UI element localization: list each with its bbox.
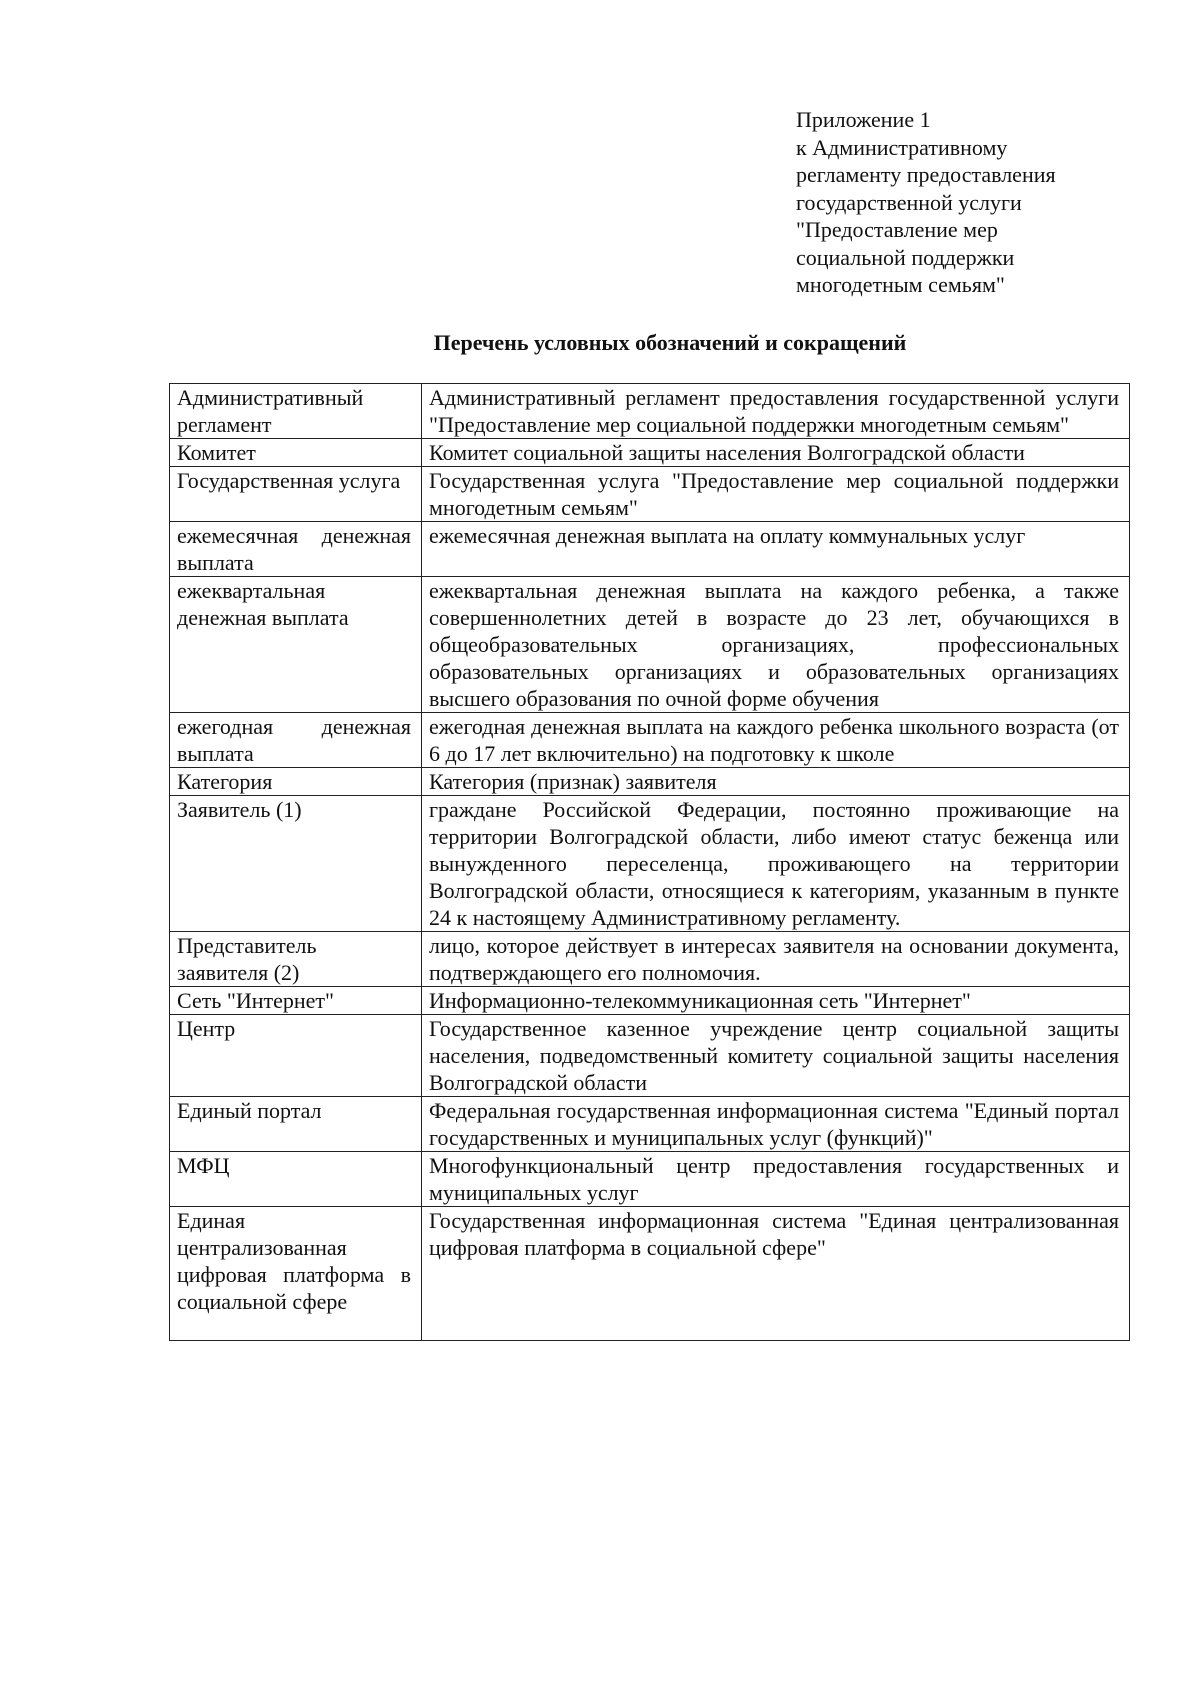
definition-cell: Государственная услуга "Предоставление мер социальной поддержки многодетным семьям" [422,467,1130,522]
term-cell: Административный регламент [170,384,422,439]
table-row [170,1097,1130,1152]
table-row [170,796,1130,932]
table-row [170,932,1130,987]
appendix-header [796,106,1136,299]
table-row [170,1152,1130,1207]
appendix-line: социальной поддержки [796,244,1015,270]
term-cell: Единая централизованная цифровая платформа в социальной сфере [170,1207,422,1341]
definition-cell: Информационно-телекоммуникационная сеть "Интернет" [422,987,1130,1015]
term-cell: Комитет [170,439,422,467]
table-row [170,713,1130,768]
definition-cell: ежегодная денежная выплата на каждого ребенка школьного возраста (от 6 до 17 лет включительно) на подготовку к школе [422,713,1130,768]
term-cell: Категория [170,768,422,796]
definition-cell: Государственное казенное учреждение центр социальной защиты населения, подведомственный комитету социальной защиты населения Волгоградской области [422,1015,1130,1097]
appendix-line: регламенту предоставления [796,162,1056,187]
term-cell: МФЦ [170,1152,422,1207]
term-cell: ежегодная денежная выплата [170,713,422,768]
term-cell: Представитель заявителя (2) [170,932,422,987]
definition-cell: Комитет социальной защиты населения Волгоградской области [422,439,1130,467]
table-row [170,522,1130,577]
term-cell: ежеквартальная денежная выплата [170,577,422,713]
definition-cell: ежемесячная денежная выплата на оплату коммунальных услуг [422,522,1130,577]
abbreviations-table [169,383,1130,1341]
definition-cell: Государственная информационная система "Единая централизованная цифровая платформа в социальной сфере" [422,1207,1130,1341]
appendix-line: "Предоставление мер [796,217,998,242]
term-cell: Центр [170,1015,422,1097]
definition-cell: граждане Российской Федерации, постоянно проживающие на территории Волгоградской области, либо имеют статус беженца или вынужденного переселенца, проживающего на территории Волгоградской области, относящиеся к категориям, указанным в пункте 24 к настоящему Административному регламенту. [422,796,1130,932]
table-row [170,1015,1130,1097]
term-cell: Государственная услуга [170,467,422,522]
definition-cell: Административный регламент предоставления государственной услуги "Предоставление мер социальной поддержки многодетным семьям" [422,384,1130,439]
term-cell: ежемесячная денежная выплата [170,522,422,577]
term-cell: Единый портал [170,1097,422,1152]
table-row [170,768,1130,796]
table-row [170,987,1130,1015]
appendix-line: многодетным семьям" [796,272,1005,297]
document-title: Перечень условных обозначений и сокращений [433,330,907,355]
table-row [170,384,1130,439]
appendix-line: государственной услуги [796,189,1022,215]
definition-cell: Федеральная государственная информационная система "Единый портал государственных и муниципальных услуг (функций)" [422,1097,1130,1152]
definition-cell: Многофункциональный центр предоставления государственных и муниципальных услуг [422,1152,1130,1207]
appendix-line: Приложение 1 [796,107,931,132]
table-row [170,577,1130,713]
definition-cell: ежеквартальная денежная выплата на каждого ребенка, а также совершеннолетних детей в возрасте до 23 лет, обучающихся в общеобразовательных организациях, профессиональных образовательных организациях и образовательных организациях высшего образования по очной форме обучения [422,577,1130,713]
appendix-line: к Административному [796,134,1008,160]
table-row [170,439,1130,467]
table-row [170,1207,1130,1341]
term-cell: Заявитель (1) [170,796,422,932]
definition-cell: лицо, которое действует в интересах заявителя на основании документа, подтверждающего его полномочия. [422,932,1130,987]
term-cell: Сеть "Интернет" [170,987,422,1015]
table-row [170,467,1130,522]
definition-cell: Категория (признак) заявителя [422,768,1130,796]
